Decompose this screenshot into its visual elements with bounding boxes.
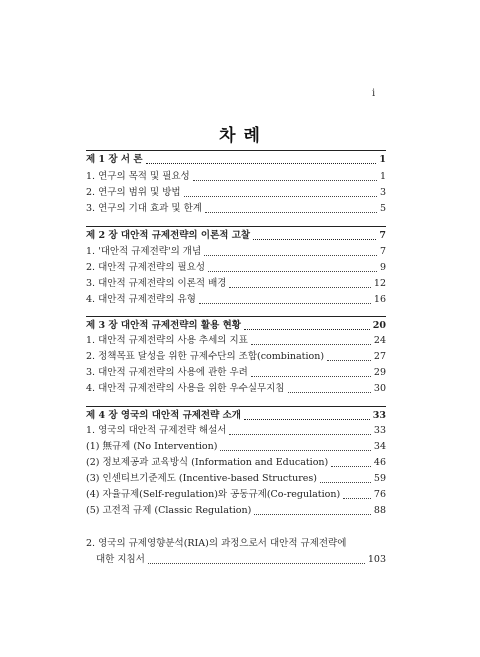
chapter-rule	[86, 406, 386, 407]
toc-leader-dots	[327, 360, 371, 361]
toc-page: 12	[373, 278, 386, 289]
toc-page: 34	[373, 441, 386, 452]
toc-entry[interactable]	[86, 381, 386, 397]
toc-entry[interactable]	[86, 487, 386, 503]
toc-leader-dots	[251, 344, 371, 345]
toc-leader-dots	[208, 271, 377, 272]
toc-page: 5	[379, 203, 386, 214]
toc-label: 1. 대안적 규제전략의 사용 추세의 지표	[86, 335, 248, 346]
toc-leader-dots	[146, 163, 377, 164]
toc-chapter-heading[interactable]	[86, 228, 386, 244]
toc-leader-dots	[244, 419, 370, 420]
chapter-rule	[86, 150, 386, 151]
toc-page: 27	[373, 351, 386, 362]
toc-page: 20	[372, 320, 386, 331]
toc-label: (4) 자율규제(Self-regulation)와 공동규제(Co-regulation)	[86, 489, 341, 500]
toc-entry[interactable]	[86, 455, 386, 471]
toc-leader-dots	[254, 514, 371, 515]
toc-page: 33	[372, 410, 386, 421]
toc-label: 제 1 장 서 론	[86, 154, 143, 165]
toc-page: 16	[373, 294, 386, 305]
toc-page: 1	[379, 154, 386, 165]
toc-entry[interactable]	[86, 244, 386, 260]
toc-label: 2. 영국의 규제영향분석(RIA)의 과정으로서 대안적 규제전략에	[86, 538, 347, 549]
toc-chapter-heading[interactable]	[86, 318, 386, 334]
toc-leader-dots	[220, 450, 370, 451]
toc-label: 1. '대안적 규제전략'의 개념	[86, 246, 202, 257]
toc-label: (5) 고전적 규제 (Classic Regulation)	[86, 505, 252, 516]
toc-leader-dots	[184, 196, 377, 197]
toc-entry[interactable]	[86, 439, 386, 455]
toc-leader-dots	[205, 212, 377, 213]
toc-page: 30	[373, 383, 386, 394]
toc-leader-dots	[251, 376, 371, 377]
toc-leader-dots	[193, 180, 377, 181]
toc-page: 1	[379, 171, 386, 182]
toc-label: 1. 연구의 목적 및 필요성	[86, 171, 190, 182]
toc-label: 3. 대안적 규제전략의 사용에 관한 우려	[86, 367, 248, 378]
toc-leader-dots	[148, 563, 365, 564]
toc-entry-line1[interactable]	[86, 536, 386, 552]
toc-chapter-heading[interactable]	[86, 408, 386, 424]
chapter-rule	[86, 316, 386, 317]
toc-page: 46	[373, 457, 386, 468]
toc-page: 33	[373, 425, 386, 436]
toc-entry[interactable]	[86, 185, 386, 201]
toc-leader-dots	[320, 482, 371, 483]
toc-label: 2. 연구의 범위 및 방법	[86, 187, 181, 198]
toc-leader-dots	[229, 287, 370, 288]
chapter-rule	[86, 226, 386, 227]
toc-label: 제 4 장 영국의 대안적 규제전략 소개	[86, 410, 241, 421]
toc-page: 7	[379, 246, 386, 257]
toc-label: 대한 지침서	[96, 554, 145, 565]
toc-entry[interactable]	[86, 471, 386, 487]
toc-leader-dots	[343, 498, 371, 499]
page-title: 차 례	[219, 126, 261, 146]
toc-leader-dots	[199, 303, 371, 304]
toc-page: 7	[379, 230, 386, 241]
toc-page: 88	[373, 505, 386, 516]
toc-chapter-heading[interactable]	[86, 152, 386, 168]
toc-page: 59	[373, 473, 386, 484]
toc-entry[interactable]	[86, 201, 386, 217]
toc-leader-dots	[331, 466, 371, 467]
toc-label: (1) 無규제 (No Intervention)	[86, 441, 218, 452]
toc-label: 1. 영국의 대안적 규제전략 해설서	[86, 425, 227, 436]
toc-entry[interactable]	[86, 503, 386, 519]
toc-label: (2) 정보제공과 교육방식 (Information and Education)	[86, 457, 329, 468]
toc-entry-line2[interactable]	[86, 552, 386, 568]
toc-entry[interactable]	[86, 260, 386, 276]
toc-label: 2. 대안적 규제전략의 필요성	[86, 262, 206, 273]
toc-entry[interactable]	[86, 169, 386, 185]
toc-leader-dots	[204, 255, 377, 256]
page-number: i	[372, 88, 376, 99]
toc-entry[interactable]	[86, 365, 386, 381]
toc-label: 제 2 장 대안적 규제전략의 이론적 고찰	[86, 230, 251, 241]
toc-leader-dots	[253, 239, 376, 240]
toc-leader-dots	[288, 392, 371, 393]
toc-label: (3) 인센티브기준제도 (Incentive-based Structures)	[86, 473, 317, 484]
toc-page: 3	[379, 187, 386, 198]
toc-entry[interactable]	[86, 333, 386, 349]
toc-entry[interactable]	[86, 292, 386, 308]
toc-leader-dots	[244, 329, 370, 330]
toc-entry[interactable]	[86, 276, 386, 292]
toc-page: 103	[367, 554, 386, 565]
toc-label: 4. 대안적 규제전략의 사용을 위한 우수실무지침	[86, 383, 285, 394]
toc-label: 3. 연구의 기대 효과 및 한계	[86, 203, 202, 214]
toc-entry[interactable]	[86, 349, 386, 365]
toc-label: 2. 정책목표 달성을 위한 규제수단의 조합(combination)	[86, 351, 325, 362]
toc-label: 제 3 장 대안적 규제전략의 활용 현황	[86, 320, 241, 331]
toc-label: 4. 대안적 규제전략의 유형	[86, 294, 196, 305]
toc-leader-dots	[229, 434, 370, 435]
toc-page: 76	[373, 489, 386, 500]
toc-page: 24	[373, 335, 386, 346]
toc-page: 29	[373, 367, 386, 378]
toc-page: 9	[379, 262, 386, 273]
toc-entry[interactable]	[86, 423, 386, 439]
toc-label: 3. 대안적 규제전략의 이론적 배경	[86, 278, 227, 289]
